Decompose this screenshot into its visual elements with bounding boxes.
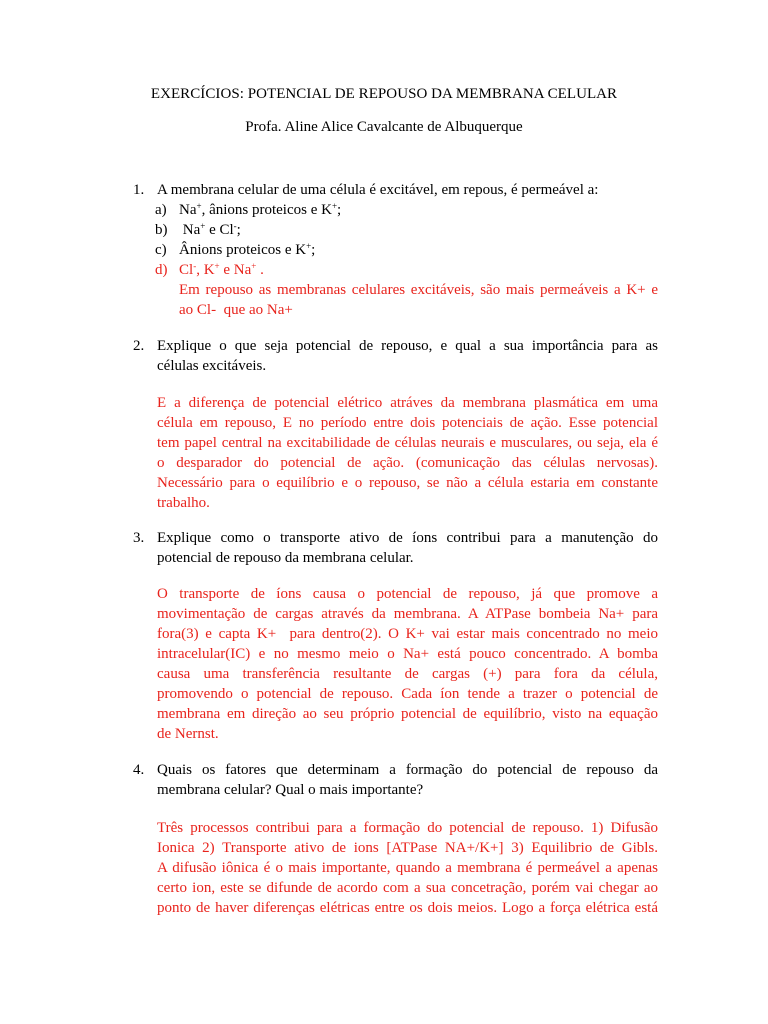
- question-line: Explique o que seja potencial de repouso, e qual a sua importância para as: [157, 338, 658, 354]
- answer-line: E a diferença de potencial elétrico atráves da membrana plasmática em uma: [157, 395, 658, 411]
- option-b-text: Na: [179, 222, 201, 238]
- option-b-label: b): [155, 222, 168, 238]
- question-line: Quais os fatores que determinam a formação do potencial de repouso da: [157, 762, 658, 778]
- question-1-number: 1.: [133, 182, 145, 198]
- answer-line: Necessário para o equilíbrio e o repouso, se não a célula estaria em constante: [157, 475, 658, 491]
- answer-line: ao Cl- que ao Na+: [179, 302, 293, 318]
- superscript: +: [331, 201, 338, 211]
- option-a-text: Na: [179, 202, 197, 218]
- answer-line: Três processos contribui para a formação do potencial de repouso. 1) Difusão: [157, 820, 658, 836]
- option-a-text: ;: [337, 202, 342, 218]
- option-c-label: c): [155, 242, 167, 258]
- answer-line: célula em repouso, E no período entre dois potenciais de ação. Esse potencial: [157, 415, 658, 431]
- question-2-number: 2.: [133, 338, 145, 354]
- answer-line: o desparador do potencial de ação. (comunicação das células nervosas).: [157, 455, 658, 471]
- question-line: membrana celular? Qual o mais importante?: [157, 782, 424, 798]
- question-4-text: [157, 760, 658, 800]
- answer-line: intracelular(IC) e no mesmo meio o Na+ está pouco concentrado. A bomba: [157, 646, 658, 662]
- question-1-text: A membrana celular de uma célula é excitável, em repous, é permeável a:: [157, 182, 599, 198]
- option-b-text: e Cl: [205, 222, 234, 238]
- answer-line: ponto de haver diferenças elétricas entre os dois meios. Logo a força elétrica está: [157, 900, 658, 916]
- option-d-label: d): [155, 262, 168, 278]
- option-a-text: , ânions proteicos e K: [201, 202, 332, 218]
- answer-line: fora(3) e capta K+ para dentro(2). O K+ vai estar mais concentrado no meio: [157, 626, 658, 642]
- answer-line: causa uma transferência resultante de cargas (+) para fora da célula,: [157, 666, 658, 682]
- question-2-text: [157, 336, 658, 376]
- answer-line: tem papel central na excitabilidade de células neurais e musculares, ou seja, ela é: [157, 435, 658, 451]
- answer-line: certo ion, este se difunde de acordo com a sua concetração, porém vai chegar ao: [157, 880, 658, 896]
- option-a: [155, 200, 341, 220]
- question-line: potencial de repouso da membrana celular.: [157, 550, 414, 566]
- option-b: [155, 220, 241, 240]
- answer-line: trabalho.: [157, 495, 210, 511]
- answer-2: [157, 393, 658, 513]
- superscript: -: [193, 261, 197, 271]
- option-d-text: .: [256, 262, 264, 278]
- superscript: +: [200, 221, 206, 231]
- answer-line: O transporte de íons causa o potencial de repouso, já que promove a: [157, 586, 658, 602]
- question-3-number: 3.: [133, 530, 145, 546]
- superscript: +: [196, 201, 202, 211]
- answer-line: de Nernst.: [157, 726, 219, 742]
- option-b-text: ;: [236, 222, 241, 238]
- superscript: -: [233, 221, 237, 231]
- option-d-text: Cl: [179, 262, 194, 278]
- option-c: [155, 240, 315, 260]
- option-c-text: ;: [311, 242, 316, 258]
- answer-line: A difusão iônica é o mais importante, quando a membrana é permeável a apenas: [157, 860, 658, 876]
- option-d-correct: [155, 260, 264, 280]
- answer-line: membrana em direção ao seu próprio potencial de equilíbrio, visto na equação: [157, 706, 658, 722]
- option-d-text: , K: [196, 262, 215, 278]
- superscript: +: [214, 261, 220, 271]
- answer-3: [157, 584, 658, 744]
- question-3-text: [157, 528, 658, 568]
- option-a-label: a): [155, 202, 167, 218]
- option-c-text: Ânions proteicos e K: [179, 242, 307, 258]
- answer-line: Ionica 2) Transporte ativo de ions [ATPase NA+/K+] 3) Equilibrio de Gibls.: [157, 840, 658, 856]
- question-line: Explique como o transporte ativo de íons contribui para a manutenção do: [157, 530, 658, 546]
- document-author: Profa. Aline Alice Cavalcante de Albuquerque: [245, 119, 523, 135]
- answer-line: promovendo o potencial de repouso. Cada íon tende a trazer o potencial de: [157, 686, 658, 702]
- option-d-text: e Na: [219, 262, 252, 278]
- document-title: EXERCÍCIOS: POTENCIAL DE REPOUSO DA MEMBRANA CELULAR: [150, 86, 618, 102]
- answer-4: [157, 818, 658, 918]
- answer-line: Em repouso as membranas celulares excitáveis, são mais permeáveis a K+ e: [179, 282, 658, 298]
- answer-line: movimentação de cargas através da membrana. A ATPase bombeia Na+ para: [157, 606, 658, 622]
- question-line: células excitáveis.: [157, 358, 267, 374]
- answer-1: [179, 280, 658, 320]
- superscript: +: [306, 241, 312, 251]
- question-4-number: 4.: [133, 762, 145, 778]
- superscript: +: [251, 261, 257, 271]
